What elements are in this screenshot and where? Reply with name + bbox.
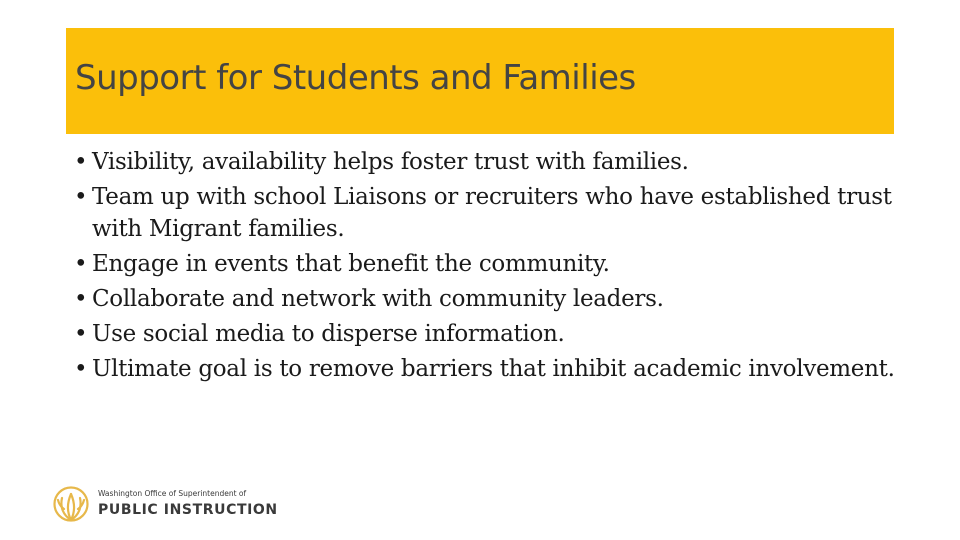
logo-text xyxy=(98,489,278,519)
title-band xyxy=(66,28,894,134)
logo-subtitle: Washington Office of Superintendent of xyxy=(98,489,247,498)
bullet-item xyxy=(74,248,904,280)
bullet-text: Engage in events that benefit the community. xyxy=(92,251,610,277)
bullet-text: Ultimate goal is to remove barriers that inhibit academic involvement. xyxy=(92,356,895,382)
bullet-marker: • xyxy=(74,184,88,210)
bullet-text: Use social media to disperse information. xyxy=(92,321,565,347)
logo-name: PUBLIC INSTRUCTION xyxy=(98,502,278,518)
bullet-marker: • xyxy=(74,321,88,347)
bullet-marker: • xyxy=(74,251,88,277)
wheat-sun-icon xyxy=(52,485,90,523)
bullet-item xyxy=(74,146,904,178)
bullet-item xyxy=(74,353,904,385)
bullet-marker: • xyxy=(74,149,88,175)
bullet-marker: • xyxy=(74,356,88,382)
bullet-item xyxy=(74,283,904,315)
slide-title: Support for Students and Families xyxy=(75,58,636,98)
bullet-text: Visibility, availability helps foster trust with families. xyxy=(92,149,689,175)
bullet-text: Collaborate and network with community leaders. xyxy=(92,286,664,312)
bullet-item xyxy=(74,318,904,350)
bullet-item xyxy=(74,181,904,245)
bullet-text: Team up with school Liaisons or recruiters who have established trust with Migrant families. xyxy=(92,184,892,242)
bullet-marker: • xyxy=(74,286,88,312)
bullet-list xyxy=(74,146,904,388)
ospi-logo xyxy=(52,485,278,523)
